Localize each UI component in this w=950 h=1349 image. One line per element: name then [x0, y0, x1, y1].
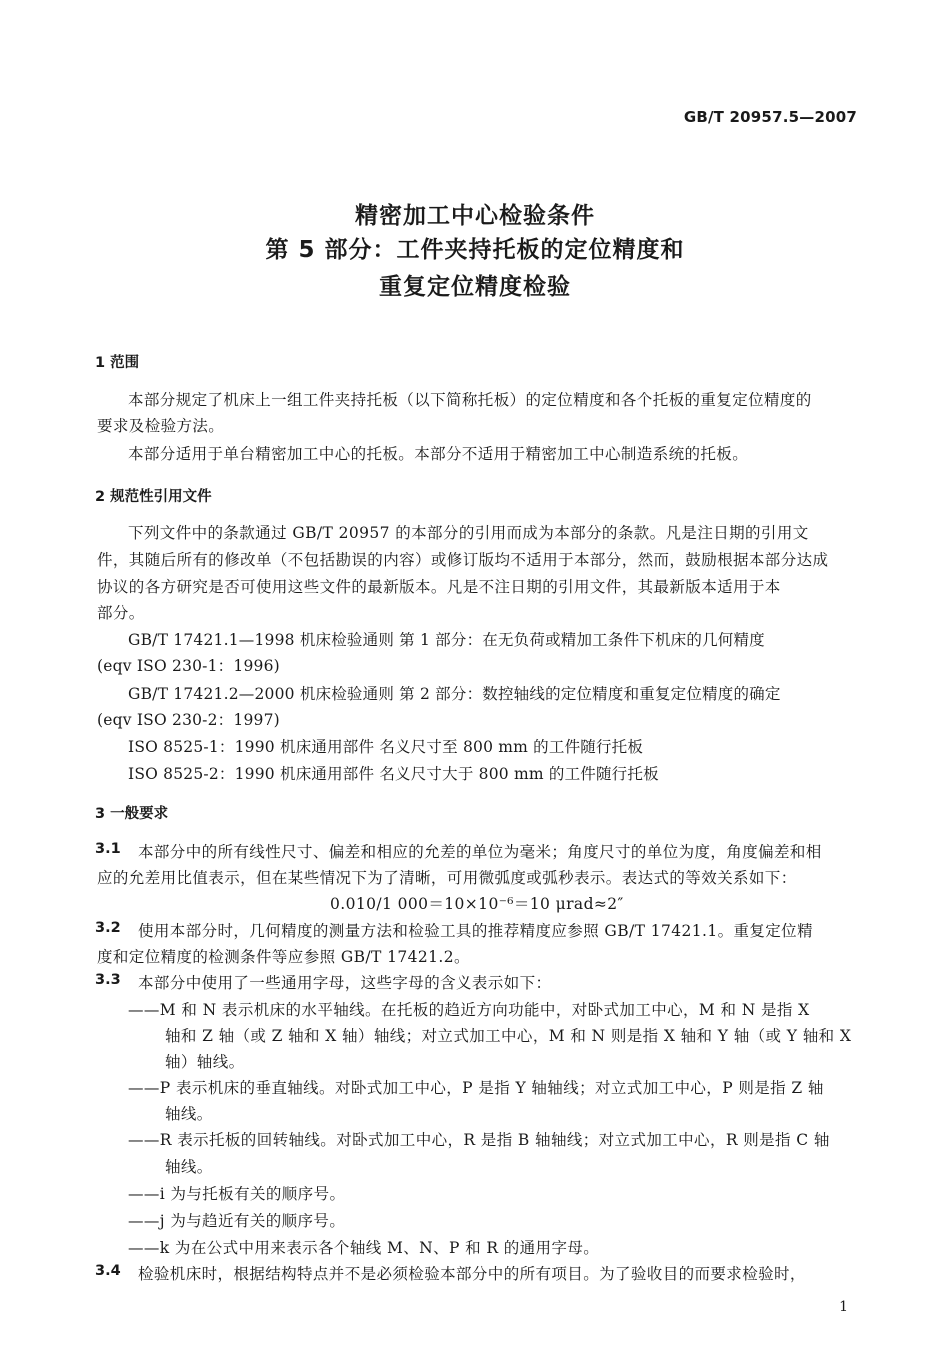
s1-paragraph-1-line-1: 本部分规定了机床上一组工件夹持托板（以下简称托板）的定位精度和各个托板的重复定位精度的	[128, 391, 812, 409]
section-3-heading: 3 一般要求	[95, 806, 169, 822]
clause-3-2-line-1: 使用本部分时，几何精度的测量方法和检验工具的推荐精度应参照 GB/T 17421.1。重复定位精	[138, 922, 813, 940]
reference-2-line-2: (eqv ISO 230-2：1997)	[97, 711, 280, 729]
s2-paragraph-line-3: 协议的各方研究是否可使用这些文件的最新版本。凡是不注日期的引用文件，其最新版本适用于本	[97, 578, 781, 596]
bullet-i: ——i 为与托板有关的顺序号。	[128, 1185, 346, 1203]
s1-paragraph-1-line-2: 要求及检验方法。	[97, 417, 225, 435]
clause-3-1-line-1: 本部分中的所有线性尺寸、偏差和相应的允差的单位为毫米；角度尺寸的单位为度，角度偏差和相	[138, 843, 822, 861]
reference-1-line-1: GB/T 17421.1—1998 机床检验通则 第 1 部分：在无负荷或精加工条件下机床的几何精度	[128, 631, 765, 649]
page-number: 1	[839, 1299, 848, 1315]
clause-3-3-intro: 本部分中使用了一些通用字母，这些字母的含义表示如下：	[138, 974, 552, 992]
clause-3-1-line-2: 应的允差用比值表示，但在某些情况下为了清晰，可用微弧度或弧秒表示。表达式的等效关系如下：	[97, 869, 797, 887]
bullet-j: ——j 为与趋近有关的顺序号。	[128, 1212, 346, 1230]
reference-1-line-2: (eqv ISO 230-1：1996)	[97, 657, 280, 675]
s2-paragraph-line-1: 下列文件中的条款通过 GB/T 20957 的本部分的引用而成为本部分的条款。凡是注日期的引用文	[128, 524, 809, 542]
title-line-1: 精密加工中心检验条件	[355, 203, 595, 229]
clause-3-1-number: 3.1	[95, 841, 121, 857]
s2-paragraph-line-4: 部分。	[97, 604, 145, 622]
bullet-p-line-1: ——P 表示机床的垂直轴线。对卧式加工中心，P 是指 Y 轴轴线；对立式加工中心，P 则是指 Z 轴	[128, 1079, 824, 1097]
clause-3-2-number: 3.2	[95, 920, 121, 936]
reference-4: ISO 8525-2：1990 机床通用部件 名义尺寸大于 800 mm 的工件随行托板	[128, 765, 659, 783]
section-1-heading: 1 范围	[95, 355, 140, 371]
bullet-mn-line-1: ——M 和 N 表示机床的水平轴线。在托板的趋近方向功能中，对卧式加工中心，M 和 N 是指 X	[128, 1001, 810, 1019]
reference-2-line-1: GB/T 17421.2—2000 机床检验通则 第 2 部分：数控轴线的定位精度和重复定位精度的确定	[128, 685, 781, 703]
clause-3-2-line-2: 度和定位精度的检测条件等应参照 GB/T 17421.2。	[97, 948, 470, 966]
bullet-mn-line-2: 轴和 Z 轴（或 Z 轴和 X 轴）轴线；对立式加工中心，M 和 N 则是指 X 轴和 Y 轴（或 Y 轴和 X	[165, 1027, 852, 1045]
section-2-heading: 2 规范性引用文件	[95, 489, 212, 505]
equivalence-formula: 0.010/1 000＝10×10⁻⁶＝10 μrad≈2″	[330, 895, 624, 913]
title-line-3: 重复定位精度检验	[379, 274, 571, 300]
title-line-2: 第 5 部分：工件夹持托板的定位精度和	[265, 237, 685, 263]
standard-number: GB/T 20957.5—2007	[683, 108, 857, 126]
reference-3: ISO 8525-1：1990 机床通用部件 名义尺寸至 800 mm 的工件随行托板	[128, 738, 644, 756]
bullet-r-line-1: ——R 表示托板的回转轴线。对卧式加工中心，R 是指 B 轴轴线；对立式加工中心，R 则是指 C 轴	[128, 1131, 830, 1149]
clause-3-3-number: 3.3	[95, 972, 121, 988]
bullet-p-line-2: 轴线。	[165, 1105, 213, 1123]
bullet-r-line-2: 轴线。	[165, 1158, 213, 1176]
bullet-k: ——k 为在公式中用来表示各个轴线 M、N、P 和 R 的通用字母。	[128, 1239, 600, 1257]
s2-paragraph-line-2: 件，其随后所有的修改单（不包括勘误的内容）或修订版均不适用于本部分，然而，鼓励根据本部分达成	[97, 551, 829, 569]
clause-3-4-line-1: 检验机床时，根据结构特点并不是必须检验本部分中的所有项目。为了验收目的而要求检验时，	[138, 1265, 806, 1283]
bullet-mn-line-3: 轴）轴线。	[165, 1053, 245, 1071]
clause-3-4-number: 3.4	[95, 1263, 121, 1279]
s1-paragraph-2: 本部分适用于单台精密加工中心的托板。本部分不适用于精密加工中心制造系统的托板。	[128, 445, 749, 463]
